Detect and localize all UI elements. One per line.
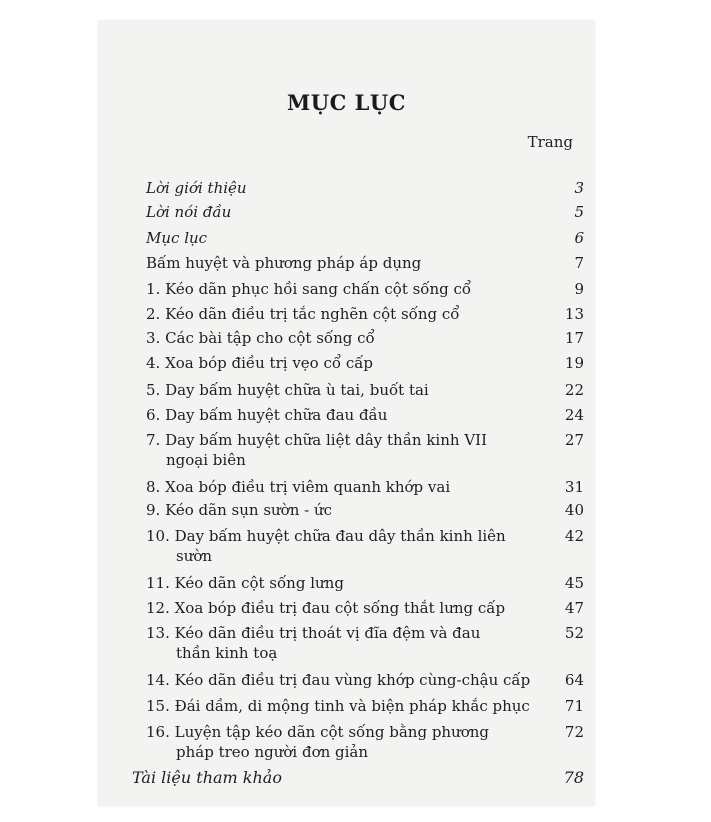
- toc-entry-page: 31: [564, 478, 584, 496]
- toc-entry-page: 5: [574, 203, 584, 221]
- toc-entry-title: 6. Day bấm huyệt chữa đau đầu: [146, 406, 388, 424]
- toc-entry-page: 52: [564, 624, 584, 642]
- toc-entry-page: 13: [564, 305, 584, 323]
- toc-entry-title: 2. Kéo dãn điều trị tắc nghẽn cột sống cổ: [146, 305, 460, 323]
- toc-entry-title-cont: thần kinh toạ: [176, 644, 278, 662]
- toc-entry-page: 24: [564, 406, 584, 424]
- page-column-label: Trang: [527, 133, 573, 151]
- toc-entry-title: 16. Luyện tập kéo dãn cột sống bằng phương: [146, 723, 490, 741]
- toc-entry-title: 14. Kéo dãn điều trị đau vùng khớp cùng-chậu cấp: [146, 671, 531, 689]
- book-page: [98, 20, 595, 806]
- toc-entry-page: 64: [564, 671, 584, 689]
- toc-entry-title: Lời nói đầu: [146, 203, 232, 221]
- toc-entry-title-cont: ngoại biên: [166, 451, 246, 469]
- toc-entry-page: 22: [564, 381, 584, 399]
- toc-entry-title: 4. Xoa bóp điều trị vẹo cổ cấp: [146, 354, 374, 372]
- toc-entry-page: 27: [564, 431, 584, 449]
- toc-entry-page: 42: [564, 527, 584, 545]
- toc-entry-title-cont: pháp treo người đơn giản: [176, 743, 369, 761]
- toc-entry-title: 15. Đái dầm, di mộng tinh và biện pháp khắc phục: [146, 697, 530, 715]
- toc-entry-page: 6: [574, 229, 584, 247]
- toc-entry-page: 7: [574, 254, 584, 272]
- toc-entry-page: 17: [564, 329, 584, 347]
- toc-entry-7[interactable]: [146, 430, 586, 470]
- toc-entry-title: 9. Kéo dãn sụn sườn - ức: [146, 501, 333, 519]
- toc-entry-title: Lời giới thiệu: [146, 179, 247, 197]
- toc-entry-title: 12. Xoa bóp điều trị đau cột sống thắt lưng cấp: [146, 599, 506, 617]
- toc-entry-page: 47: [564, 599, 584, 617]
- toc-entry-page: 40: [564, 501, 584, 519]
- toc-entry-title: 1. Kéo dãn phục hồi sang chấn cột sống cổ: [146, 280, 472, 298]
- toc-entry-title: 10. Day bấm huyệt chữa đau dây thần kinh liên: [146, 527, 506, 545]
- toc-entry-13[interactable]: [146, 623, 586, 663]
- toc-entry-title: Bấm huyệt và phương pháp áp dụng: [146, 254, 422, 272]
- page-title: MỤC LỤC: [287, 90, 406, 115]
- toc-entry-page: 45: [564, 574, 584, 592]
- toc-entry-title: 11. Kéo dãn cột sống lưng: [146, 574, 344, 592]
- toc-entry-16[interactable]: [146, 722, 586, 762]
- toc-entry-page: 71: [564, 697, 584, 715]
- toc-entry-page: 3: [574, 179, 584, 197]
- toc-entry-title: 13. Kéo dãn điều trị thoát vị đĩa đệm và đau: [146, 624, 481, 642]
- toc-entry-title: Tài liệu tham khảo: [132, 768, 282, 787]
- toc-entry-title: 3. Các bài tập cho cột sống cổ: [146, 329, 375, 347]
- toc-entry-page: 19: [564, 354, 584, 372]
- toc-entry-page: 72: [564, 723, 584, 741]
- toc-entry-title: Mục lục: [146, 229, 208, 247]
- toc-entry-title: 7. Day bấm huyệt chữa liệt dây thần kinh VII: [146, 431, 488, 449]
- toc-entry-page: 78: [563, 768, 584, 787]
- toc-entry-title: 8. Xoa bóp điều trị viêm quanh khớp vai: [146, 478, 451, 496]
- toc-entry-title: 5. Day bấm huyệt chữa ù tai, buốt tai: [146, 381, 429, 399]
- toc-entry-title-cont: sườn: [176, 547, 213, 565]
- toc-entry-10[interactable]: [146, 526, 586, 566]
- toc-entry-page: 9: [574, 280, 584, 298]
